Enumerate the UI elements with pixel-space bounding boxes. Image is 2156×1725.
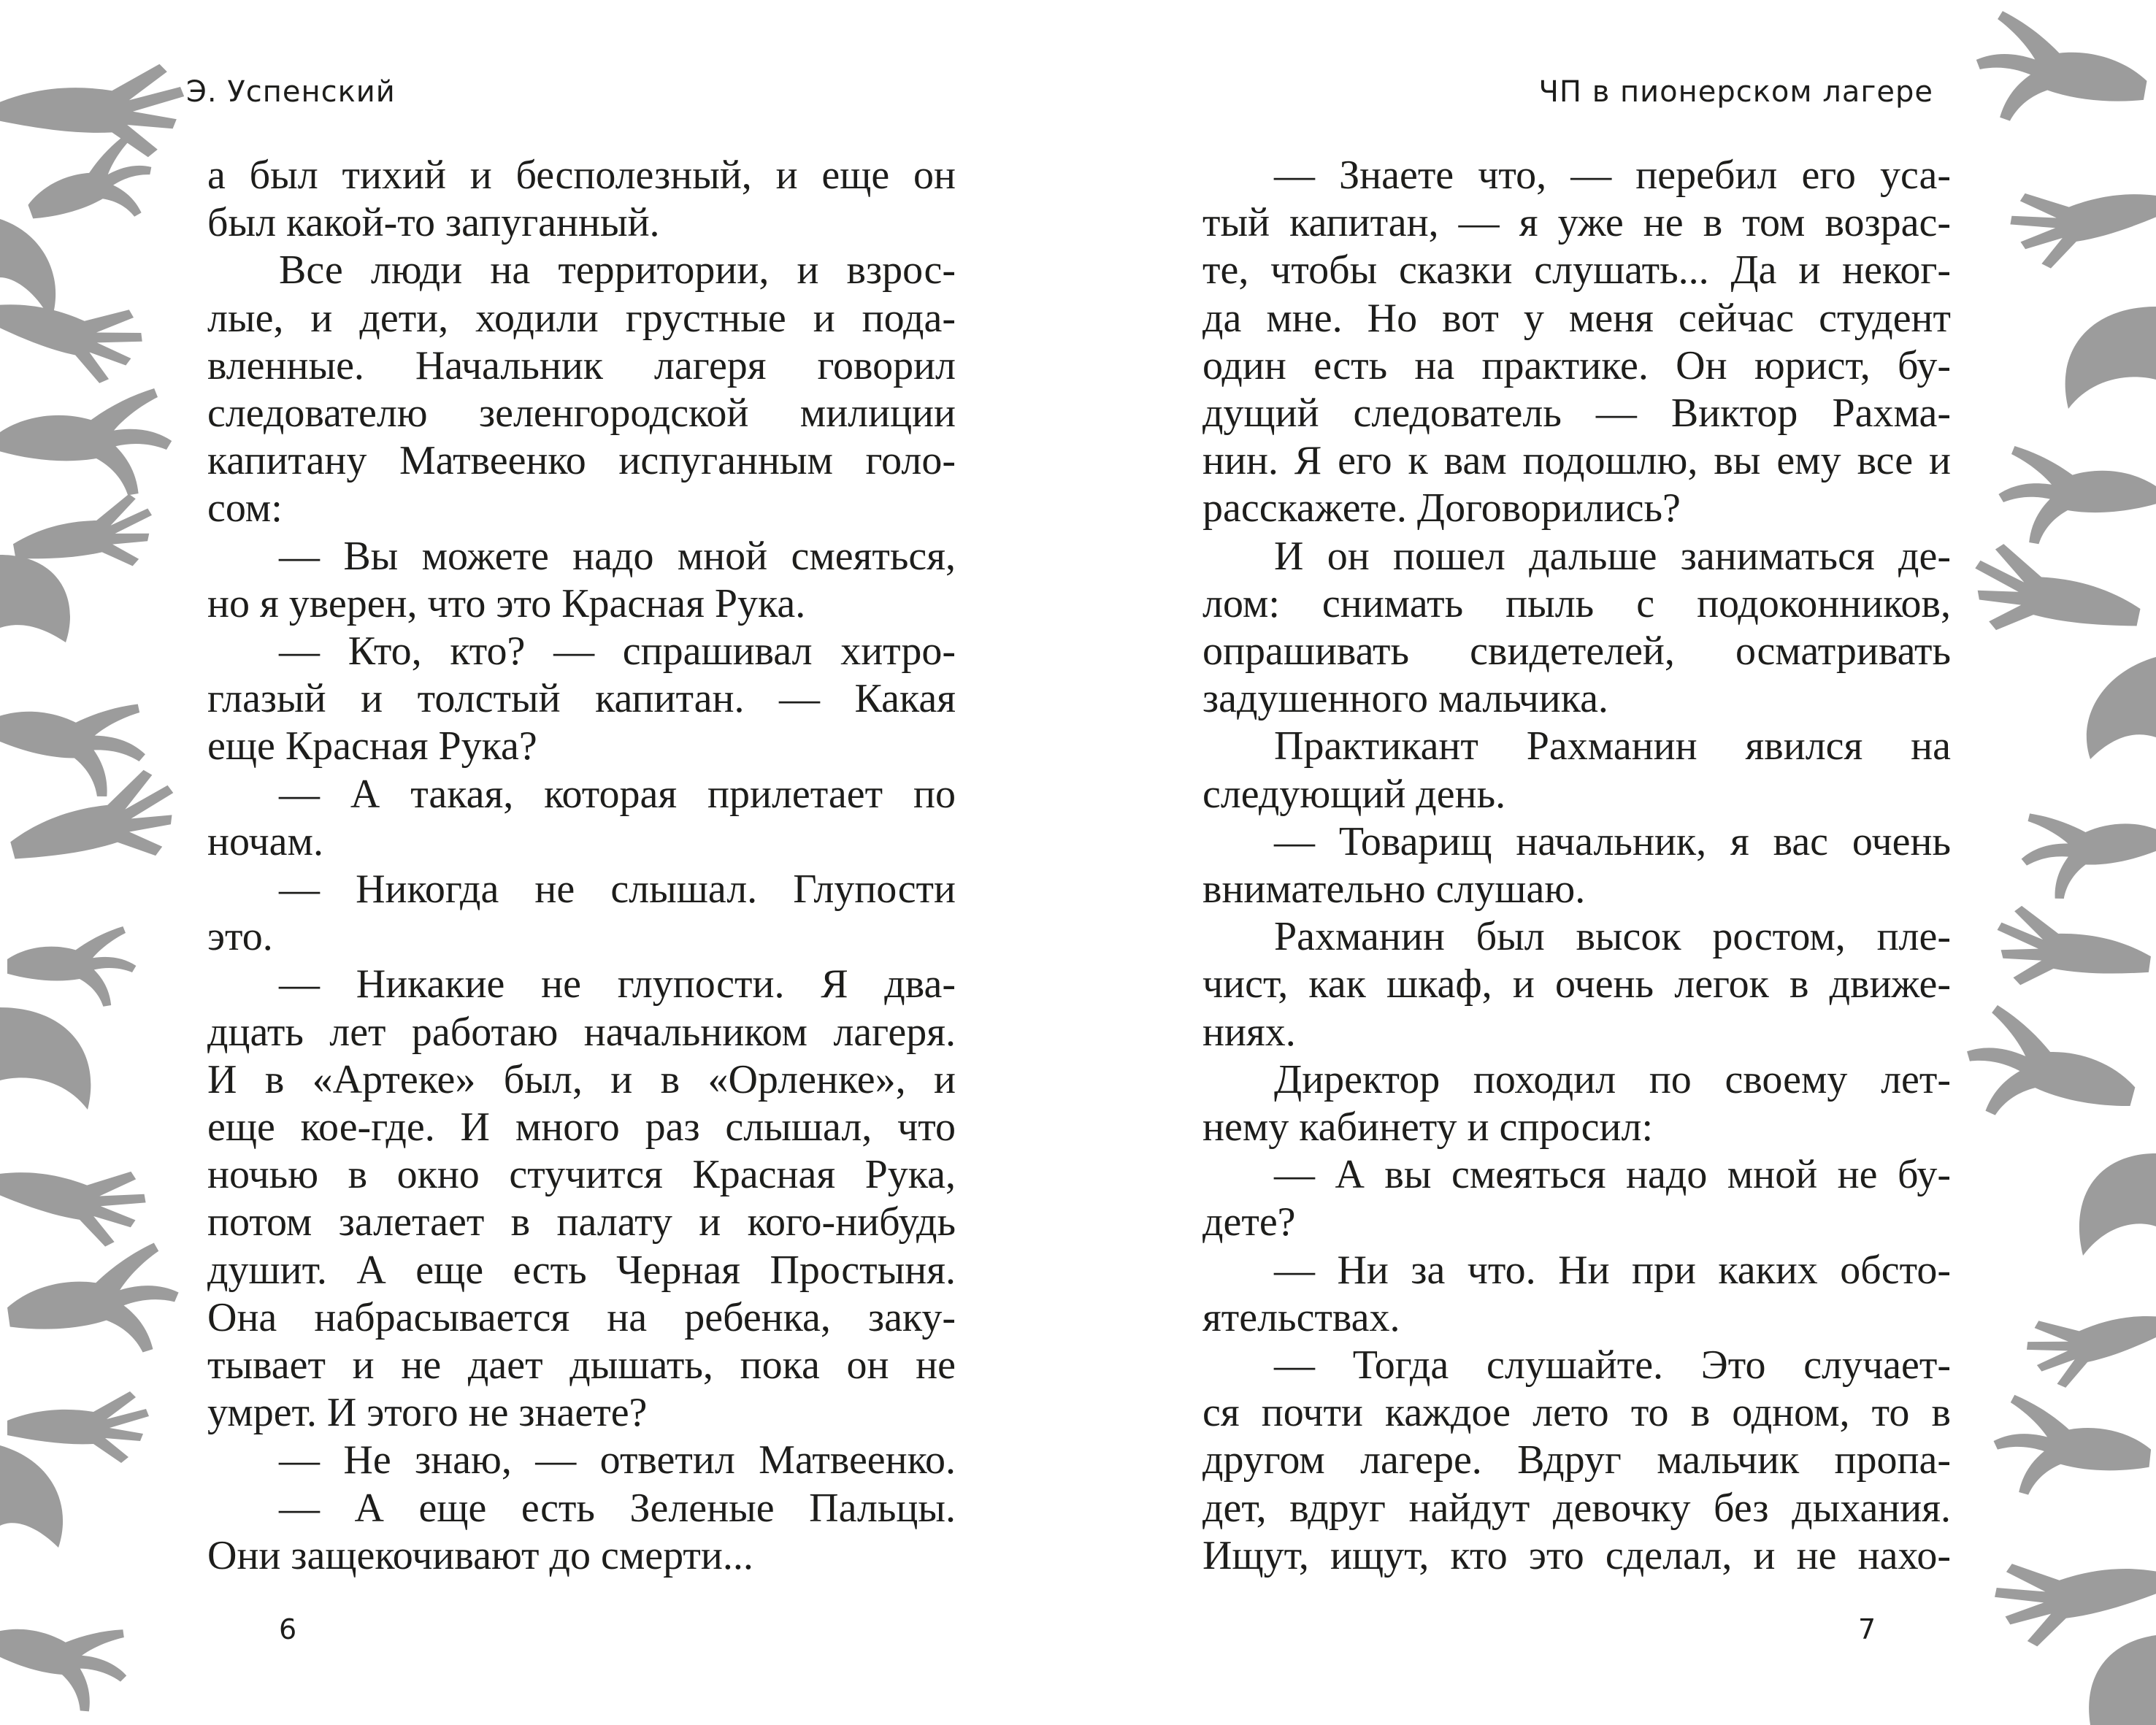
text-line: — Знаете что, — перебил его уса- xyxy=(1274,153,1951,198)
text-line: чист, как шкаф, и очень легок в движе- xyxy=(1202,961,1951,1007)
text-line: задушенного мальчика. xyxy=(1202,676,1608,722)
text-line: да мне. Но вот у меня сейчас студент xyxy=(1202,295,1951,341)
right-page xyxy=(1078,0,2156,1725)
text-line: другом лагере. Вдруг мальчик пропа- xyxy=(1202,1437,1951,1483)
text-line: вленные. Начальник лагеря говорил xyxy=(207,342,956,388)
text-line: дущий следователь — Виктор Рахма- xyxy=(1202,391,1951,437)
text-line: был какой-то запуганный. xyxy=(207,200,660,246)
text-line: дет, вдруг найдут девочку без дыхания. xyxy=(1202,1485,1951,1531)
left-hands-border xyxy=(0,0,197,1725)
right-page-text xyxy=(1202,152,1951,1580)
text-line: потом залетает в палату и кого-нибудь xyxy=(207,1199,956,1245)
text-line: ночью в окно стучится Красная Рука, xyxy=(207,1152,956,1198)
text-line: — Тогда слушайте. Это случает- xyxy=(1274,1342,1951,1388)
text-line: опрашивать свидетелей, осматривать xyxy=(1202,629,1951,675)
text-line: ся почти каждое лето то в одном, то в xyxy=(1202,1390,1951,1436)
page-number: 6 xyxy=(279,1613,297,1645)
text-line: — Товарищ начальник, я вас очень xyxy=(1274,818,1951,864)
text-line: умрет. И этого не знаете? xyxy=(207,1390,648,1436)
text-line: дцать лет работаю начальником лагеря. xyxy=(207,1009,956,1055)
text-line: Ищут, ищут, кто это сделал, и не нахо- xyxy=(1202,1532,1951,1578)
hand-silhouette-icon xyxy=(0,64,188,1720)
text-line: а был тихий и бесполезный, и еще он xyxy=(207,153,956,198)
text-line: расскажете. Договорились? xyxy=(1202,485,1681,531)
text-line: — Вы можете надо мной смеяться, xyxy=(279,533,956,579)
text-line: Рахманин был высок ростом, пле- xyxy=(1274,914,1951,960)
text-line: — Ни за что. Ни при каких обсто- xyxy=(1274,1247,1951,1293)
running-head-author: Э. Успенский xyxy=(186,75,396,109)
text-line: Практикант Рахманин явился на xyxy=(1274,723,1951,769)
text-line: следующий день. xyxy=(1202,771,1506,817)
text-line: ниях. xyxy=(1202,1009,1296,1055)
text-line: — Кто, кто? — спрашивал хитро- xyxy=(279,629,956,675)
text-line: капитану Матвеенко испуганным голо- xyxy=(207,438,956,484)
hand-silhouette-icon xyxy=(1959,8,2156,1725)
text-line: глазый и толстый капитан. — Какая xyxy=(207,676,956,722)
text-line: лые, и дети, ходили грустные и пода- xyxy=(207,295,956,341)
text-line: — Не знаю, — ответил Матвеенко. xyxy=(279,1437,956,1483)
text-line: Все люди на территории, и взрос- xyxy=(279,247,956,293)
text-line: ночам. xyxy=(207,818,323,864)
text-line: — А еще есть Зеленые Пальцы. xyxy=(279,1485,956,1531)
text-line: те, чтобы сказки слушать... Да и неког- xyxy=(1202,247,1951,293)
left-page-text xyxy=(207,152,956,1580)
text-line: сом: xyxy=(207,485,283,531)
running-head-title: ЧП в пионерском лагере xyxy=(1538,75,1933,109)
text-line: тывает и не дает дышать, пока он не xyxy=(207,1342,956,1388)
text-line: — А такая, которая прилетает по xyxy=(279,771,956,817)
page-number: 7 xyxy=(1858,1613,1876,1645)
text-line: еще Красная Рука? xyxy=(207,723,537,769)
text-line: — Никогда не слышал. Глупости xyxy=(279,867,956,913)
text-line: Директор походил по своему лет- xyxy=(1274,1056,1951,1102)
text-line: ятельствах. xyxy=(1202,1294,1400,1340)
text-line: нин. Я его к вам подошлю, вы ему все и xyxy=(1202,438,1951,484)
text-line: И в «Артеке» был, и в «Орленке», и xyxy=(207,1056,956,1102)
text-line: это. xyxy=(207,914,273,960)
text-line: — А вы смеяться надо мной не бу- xyxy=(1274,1152,1951,1198)
text-line: дете? xyxy=(1202,1199,1296,1245)
text-line: нему кабинету и спросил: xyxy=(1202,1104,1654,1150)
text-line: Они защекочивают до смерти... xyxy=(207,1532,753,1578)
text-line: душит. А еще есть Черная Простыня. xyxy=(207,1247,956,1293)
text-line: лом: снимать пыль с подоконников, xyxy=(1202,580,1951,626)
text-line: но я уверен, что это Красная Рука. xyxy=(207,580,806,626)
text-line: еще кое-где. И много раз слышал, что xyxy=(207,1104,956,1150)
text-line: — Никакие не глупости. Я два- xyxy=(279,961,956,1007)
text-line: внимательно слушаю. xyxy=(1202,867,1586,913)
text-line: тый капитан, — я уже не в том возрас- xyxy=(1202,200,1951,246)
text-line: Она набрасывается на ребенка, заку- xyxy=(207,1294,956,1340)
right-hands-border xyxy=(1959,0,2156,1725)
text-line: И он пошел дальше заниматься де- xyxy=(1274,533,1951,579)
text-line: следователю зеленгородской милиции xyxy=(207,391,956,437)
text-line: один есть на практике. Он юрист, бу- xyxy=(1202,342,1951,388)
